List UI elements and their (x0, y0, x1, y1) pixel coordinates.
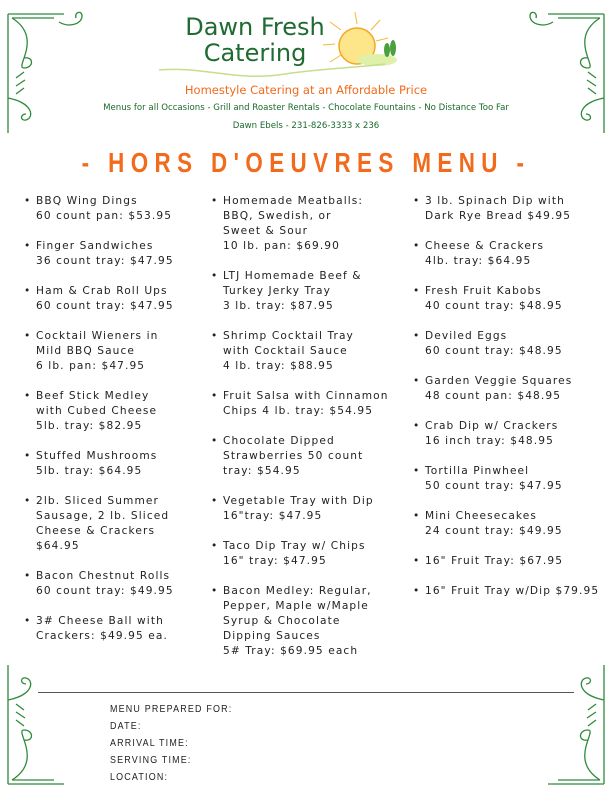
menu-item-detail: Turkey Jerky Tray (223, 285, 331, 297)
menu-item-detail: with Cubed Cheese (36, 405, 158, 417)
menu-item-name: • Taco Dip Tray w/ Chips (223, 540, 366, 552)
menu-item (413, 239, 599, 269)
menu-item-detail: 5lb. tray: $64.95 (36, 465, 143, 477)
menu-item-name: • 16" Fruit Tray: $67.95 (425, 555, 564, 567)
menu-item-name: • Chocolate Dipped (223, 435, 335, 447)
date-label: DATE: (110, 720, 142, 732)
menu-item-detail: Dipping Sauces (223, 630, 321, 642)
menu-item-name: • Mini Cheesecakes (425, 510, 538, 522)
serving-time-label: SERVING TIME: (110, 754, 192, 766)
menu-item-detail: 60 count tray: $49.95 (36, 585, 174, 597)
menu-item (413, 554, 599, 569)
menu-item-name: • Deviled Eggs (425, 330, 508, 342)
menu-item-detail: $64.95 (36, 540, 80, 552)
menu-item-detail: 6 lb. pan: $47.95 (36, 360, 146, 372)
menu-item-name: • Cocktail Wieners in (36, 330, 159, 342)
menu-item-detail: 48 count pan: $48.95 (425, 390, 562, 402)
menu-item-detail: 16" tray: $47.95 (223, 555, 327, 567)
menu-item-detail: Strawberries 50 count (223, 450, 364, 462)
menu-item (211, 584, 389, 659)
location-label: LOCATION: (110, 771, 169, 783)
menu-item (211, 494, 389, 524)
tagline: Homestyle Catering at an Affordable Price (184, 83, 428, 97)
menu-item-name: • Stuffed Mushrooms (36, 450, 158, 462)
menu-item-detail: 24 count tray: $49.95 (425, 525, 563, 537)
menu-item (24, 329, 174, 374)
menu-item-name: • Ham & Crab Roll Ups (36, 285, 168, 297)
menu-column-2 (211, 194, 389, 674)
menu-item-detail: 36 count tray: $47.95 (36, 255, 174, 267)
menu-item-detail: tray: $54.95 (223, 465, 301, 477)
corner-ornament-top-left-icon (4, 8, 94, 138)
menu-item (24, 239, 174, 269)
footer-divider (38, 692, 574, 693)
menu-item-name: • LTJ Homemade Beef & (223, 270, 362, 282)
menu-item-detail: Sweet & Sour (223, 225, 309, 237)
menu-item-name: • Tortilla Pinwheel (425, 465, 530, 477)
menu-item (211, 389, 389, 419)
menu-item-detail: Mild BBQ Sauce (36, 345, 136, 357)
menu-item-detail: 16"tray: $47.95 (223, 510, 323, 522)
menu-item-detail: 5# Tray: $69.95 each (223, 645, 359, 657)
menu-item-detail: 60 count pan: $53.95 (36, 210, 173, 222)
corner-ornament-bottom-right-icon (518, 660, 608, 790)
menu-item (24, 614, 174, 644)
menu-item-name: • Vegetable Tray with Dip (223, 495, 374, 507)
menu-item (211, 269, 389, 314)
menu-item-name: • 3# Cheese Ball with (36, 615, 164, 627)
menu-item-detail: 4lb. tray: $64.95 (425, 255, 532, 267)
menu-item-detail: 60 count tray: $48.95 (425, 345, 563, 357)
menu-item (211, 539, 389, 569)
footer-form (110, 701, 232, 786)
menu-item-detail: Cheese & Crackers (36, 525, 156, 537)
menu-item-name: • Crab Dip w/ Crackers (425, 420, 559, 432)
sun-logo-icon (155, 10, 415, 82)
menu-item-detail: Crackers: $49.95 ea. (36, 630, 168, 642)
menu-item-name: • 3 lb. Spinach Dip with (425, 195, 565, 207)
menu-item-detail: Dark Rye Bread $49.95 (425, 210, 572, 222)
menu-item (24, 569, 174, 599)
menu-item-name: • 2lb. Sliced Summer (36, 495, 159, 507)
menu-item-detail: Syrup & Chocolate (223, 615, 341, 627)
brand-line-2: Catering (203, 39, 307, 67)
menu-item-detail: with Cocktail Sauce (223, 345, 348, 357)
contact-line: Dawn Ebels - 231-826-3333 x 236 (232, 121, 380, 131)
corner-ornament-top-right-icon (518, 8, 608, 138)
menu-item (24, 494, 174, 554)
brand-line-1: Dawn Fresh (185, 13, 325, 41)
corner-ornament-bottom-left-icon (4, 660, 94, 790)
menu-item-name: • Cheese & Crackers (425, 240, 545, 252)
menu-column-3 (413, 194, 599, 614)
menu-item (24, 449, 174, 479)
menu-title: - HORS D'OEUVRES MENU - (81, 147, 531, 178)
menu-item (211, 329, 389, 374)
menu-item-detail: 3 lb. tray: $87.95 (223, 300, 334, 312)
menu-item-detail: BBQ, Swedish, or (223, 210, 332, 222)
menu-item-name: • Bacon Medley: Regular, (223, 585, 372, 597)
menu-item (413, 419, 599, 449)
menu-item-detail: 5lb. tray: $82.95 (36, 420, 143, 432)
menu-item-detail: 50 count tray: $47.95 (425, 480, 563, 492)
menu-item-detail: 60 count tray: $47.95 (36, 300, 174, 312)
menu-item (413, 329, 599, 359)
menu-item-detail: Pepper, Maple w/Maple (223, 600, 369, 612)
menu-item-name: • Fruit Salsa with Cinnamon (223, 390, 389, 402)
arrival-time-label: ARRIVAL TIME: (110, 737, 189, 749)
menu-item (413, 464, 599, 494)
menu-item (24, 194, 174, 224)
menu-item-name: • Fresh Fruit Kabobs (425, 285, 542, 297)
menu-item-detail: Sausage, 2 lb. Sliced (36, 510, 170, 522)
menu-item-name: • Bacon Chestnut Rolls (36, 570, 171, 582)
menu-item-detail: Chips 4 lb. tray: $54.95 (223, 405, 374, 417)
menu-item-detail: 40 count tray: $48.95 (425, 300, 563, 312)
menu-item (211, 434, 389, 479)
menu-item-name: • Beef Stick Medley (36, 390, 150, 402)
menu-item-name: • Shrimp Cocktail Tray (223, 330, 354, 342)
menu-item-name: • Garden Veggie Squares (425, 375, 573, 387)
menu-item-name: • BBQ Wing Dings (36, 195, 138, 207)
menu-column-1 (24, 194, 174, 659)
menu-item (24, 389, 174, 434)
menu-item-name: • Finger Sandwiches (36, 240, 154, 252)
menu-item-detail: 16 inch tray: $48.95 (425, 435, 554, 447)
menu-prepared-for-label: MENU PREPARED FOR: (110, 703, 233, 715)
menu-item-detail: 10 lb. pan: $69.90 (223, 240, 340, 252)
menu-item (413, 374, 599, 404)
menu-item (413, 194, 599, 224)
menu-item (24, 284, 174, 314)
menu-item (413, 584, 599, 599)
services-line: Menus for all Occasions - Grill and Roaster Rentals - Chocolate Fountains - No Distance Too Far (103, 103, 509, 113)
menu-item-detail: 4 lb. tray: $88.95 (223, 360, 334, 372)
menu-item (413, 284, 599, 314)
menu-item (211, 194, 389, 254)
menu-item-name: • Homemade Meatballs: (223, 195, 364, 207)
menu-item (413, 509, 599, 539)
menu-item-name: • 16" Fruit Tray w/Dip $79.95 (425, 585, 600, 597)
